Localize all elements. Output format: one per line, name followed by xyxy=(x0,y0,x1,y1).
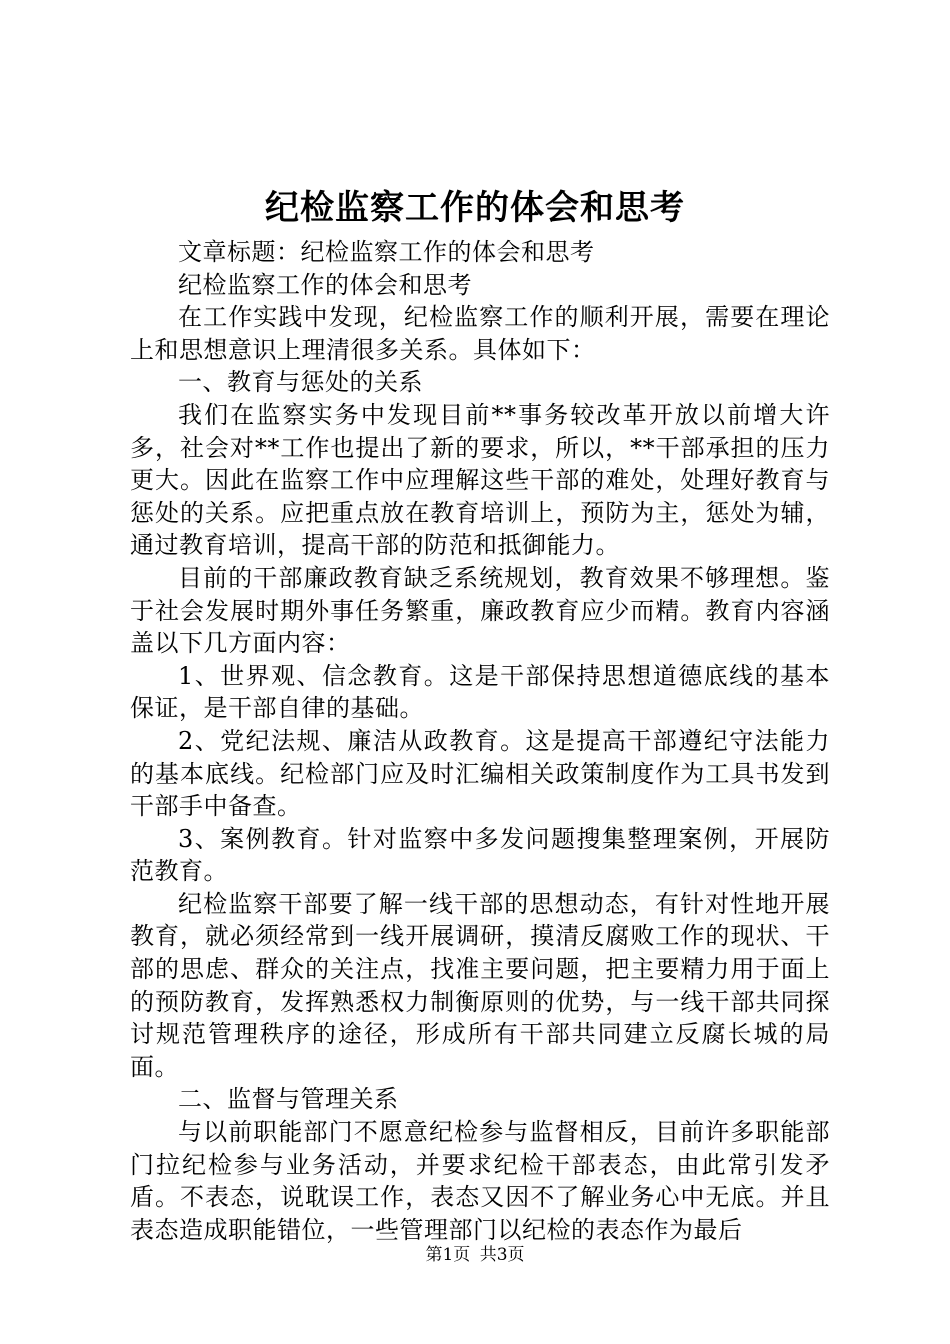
paragraph: 目前的干部廉政教育缺乏系统规划，教育效果不够理想。鉴于社会发展时期外事任务繁重，廉政教育应少而精。教育内容涵盖以下几方面内容： xyxy=(130,563,830,658)
document-title: 纪检监察工作的体会和思考 xyxy=(265,188,685,228)
paragraph: 纪检监察干部要了解一线干部的思想动态，有针对性地开展教育，就必须经常到一线开展调研，摸清反腐败工作的现状、干部的思虑、群众的关注点，找准主要问题，把主要精力用于面上的预防教育，发挥熟悉权力制衡原则的优势，与一线干部共同探讨规范管理秩序的途径，形成所有干部共同建立反腐长城的局面。 xyxy=(130,889,830,1081)
document-body xyxy=(130,236,830,1246)
list-item: 3、案例教育。针对监察中多发问题搜集整理案例，开展防范教育。 xyxy=(130,824,830,886)
paragraph-subtitle: 纪检监察工作的体会和思考 xyxy=(178,270,472,299)
list-item: 2、党纪法规、廉洁从政教育。这是提高干部遵纪守法能力的基本底线。纪检部门应及时汇编相关政策制度作为工具书发到干部手中备查。 xyxy=(130,726,830,821)
paragraph-intro: 在工作实践中发现，纪检监察工作的顺利开展，需要在理论上和思想意识上理清很多关系。具体如下： xyxy=(130,303,830,364)
page-number-footer: 第1页 共3页 xyxy=(425,1245,525,1265)
paragraph: 与以前职能部门不愿意纪检参与监督相反，目前许多职能部门拉纪检参与业务活动，并要求纪检干部表态，由此常引发矛盾。不表态，说耽误工作，表态又因不了解业务心中无底。并且表态造成职能错位，一些管理部门以纪检的表态作为最后 xyxy=(130,1118,830,1244)
paragraph: 我们在监察实务中发现目前**事务较改革开放以前增大许多，社会对**工作也提出了新的要求，所以，**干部承担的压力更大。因此在监察工作中应理解这些干部的难处，处理好教育与惩处的关系。应把重点放在教育培训上，预防为主，惩处为辅，通过教育培训，提高干部的防范和抵御能力。 xyxy=(130,400,830,560)
list-item: 1、世界观、信念教育。这是干部保持思想道德底线的基本保证，是干部自律的基础。 xyxy=(130,661,830,723)
section-heading-education-punishment: 一、教育与惩处的关系 xyxy=(178,368,423,397)
paragraph-article-heading: 文章标题：纪检监察工作的体会和思考 xyxy=(178,238,595,266)
section-heading-supervision-management: 二、监督与管理关系 xyxy=(178,1085,399,1114)
